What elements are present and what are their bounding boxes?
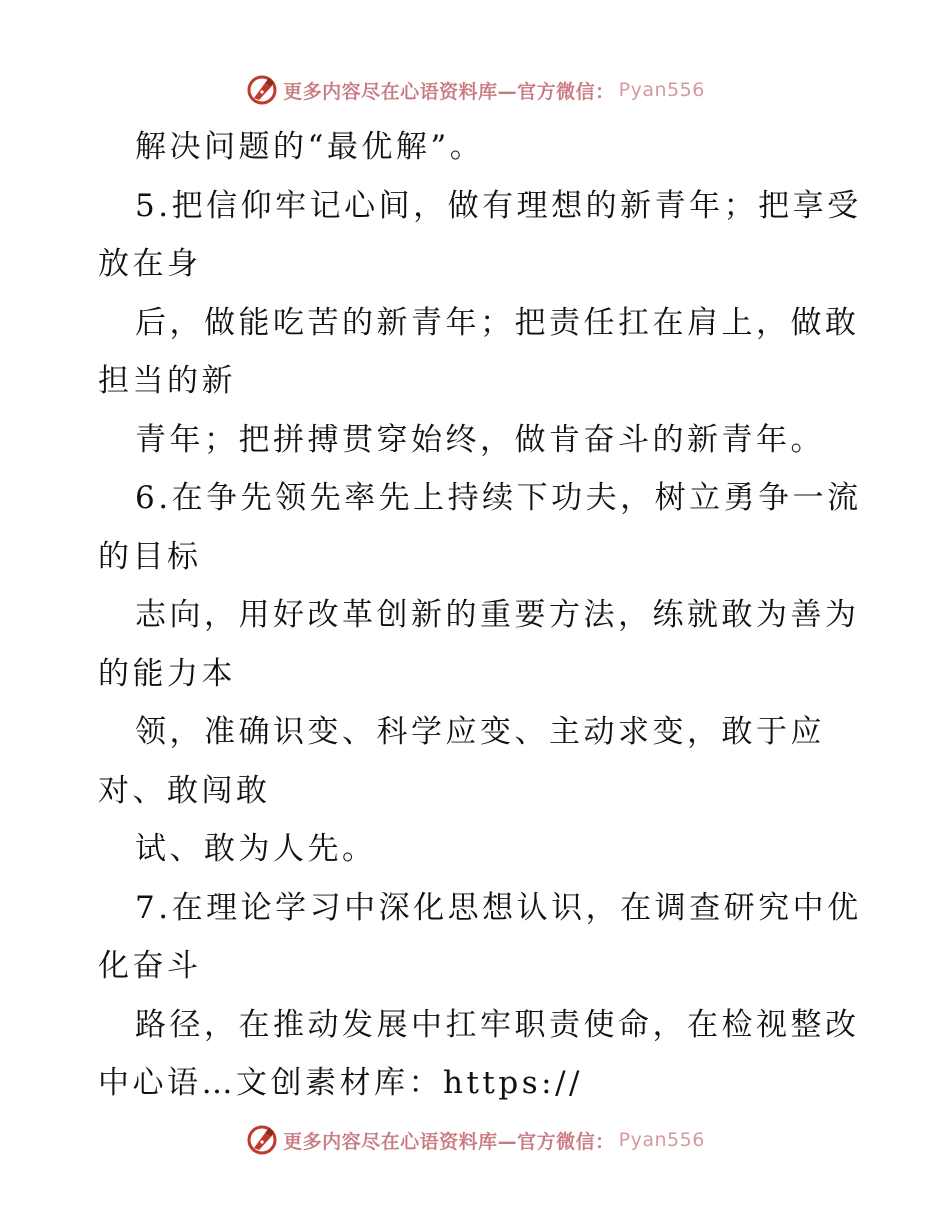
header-banner [0, 70, 950, 110]
text-line: 领，准确识变、科学应变、主动求变，敢于应 [135, 714, 825, 750]
text-line: 的能力本 [98, 655, 236, 692]
text-line: 路径，在推动发展中扛牢职责使命，在检视整改 [135, 1006, 860, 1043]
text-line: 志向，用好改革创新的重要方法，练就敢为善为 [135, 597, 860, 633]
pen-nib-logo-icon [245, 1123, 279, 1157]
text-line: 7.在理论学习中深化思想认识，在调查研究中优 [135, 889, 862, 926]
text-line: 对、敢闯敢 [98, 772, 271, 809]
pen-nib-logo-icon [245, 73, 279, 107]
document-body [0, 118, 950, 1113]
footer-banner-wechat-id: Pyan556 [618, 1129, 705, 1151]
text-line: 化奋斗 [98, 948, 202, 984]
text-line: 解决问题的“最优解”。 [135, 129, 485, 165]
text-line: 担当的新 [98, 363, 236, 399]
text-line: 6.在争先领先率先上持续下功夫，树立勇争一流 [135, 480, 862, 516]
header-banner-wechat-id: Pyan556 [618, 79, 705, 101]
footer-banner [0, 1120, 950, 1160]
text-line: 后，做能吃苦的新青年；把责任扛在肩上，做敢 [135, 304, 860, 341]
text-line: 5.把信仰牢记心间，做有理想的新青年；把享受 [135, 187, 862, 224]
text-line: 青年；把拼搏贯穿始终，做肯奋斗的新青年。 [135, 421, 825, 458]
text-line: 放在身 [98, 246, 202, 282]
text-line-link: 中心语…文创素材库：https:// [98, 1065, 583, 1101]
header-banner-inner [245, 73, 705, 107]
footer-banner-text: 更多内容尽在心语资料库—官方微信： [283, 1130, 615, 1153]
text-line: 试、敢为人先。 [135, 831, 377, 867]
footer-banner-inner [245, 1123, 705, 1157]
text-line: 的目标 [98, 538, 202, 575]
header-banner-text: 更多内容尽在心语资料库—官方微信： [283, 80, 615, 103]
